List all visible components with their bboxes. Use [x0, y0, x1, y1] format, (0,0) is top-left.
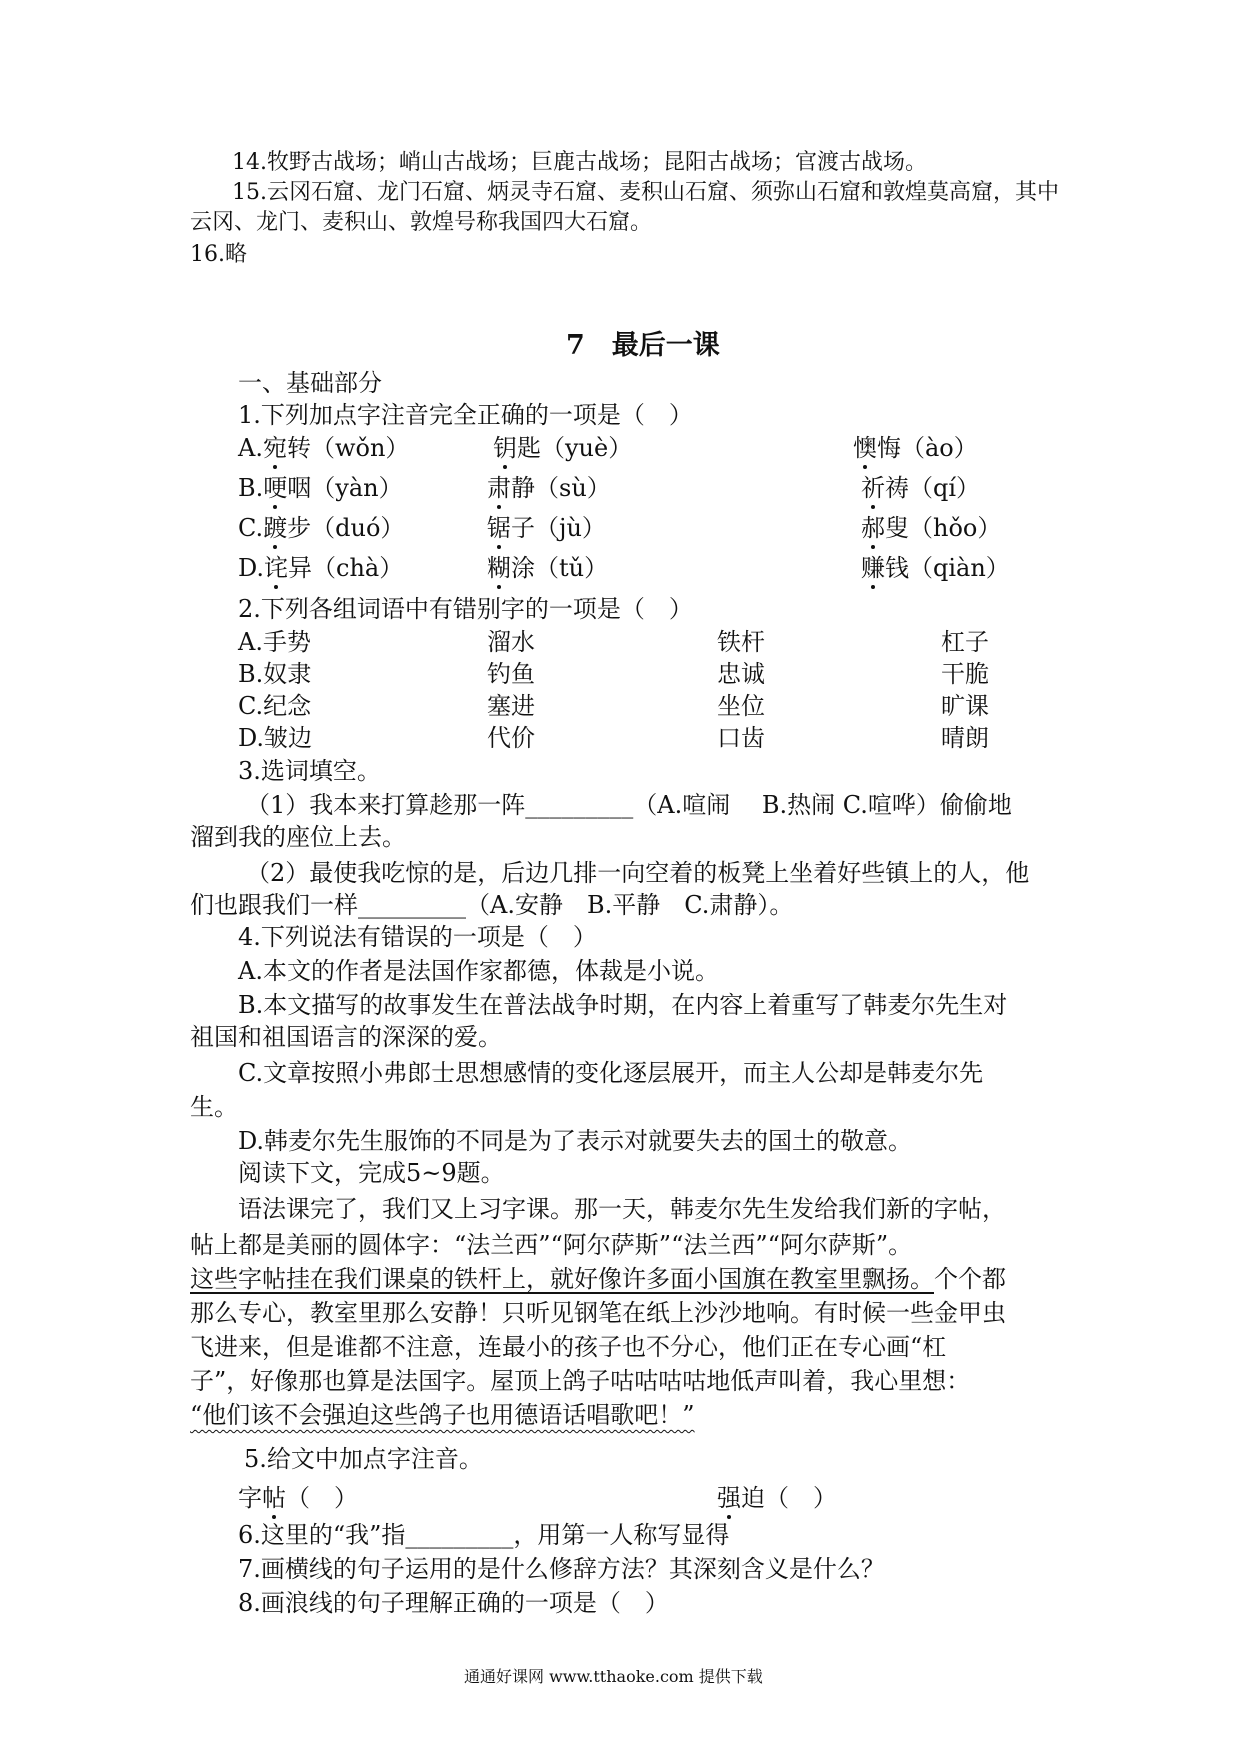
question-7-stem: 7.画横线的句子运用的是什么修辞方法？其深刻含义是什么？ [238, 1555, 885, 1583]
q1-option-b-word3: 祈祷（qí） [861, 474, 981, 502]
passage-line-4: 那么专心，教室里那么安静！只听见钢笔在纸上沙沙地响。有时候一些金甲虫 [190, 1299, 1006, 1327]
question-6-stem: 6.这里的“我”指_________，用第一人称写显得 [238, 1521, 730, 1549]
q2-option-c-word4: 旷课 [941, 692, 989, 720]
answer-14: 14.牧野古战场；峭山古战场；巨鹿古战场；昆阳古战场；官渡古战场。 [232, 150, 927, 175]
q2-option-a-word4: 杠子 [941, 628, 989, 656]
answer-15-line1: 15.云冈石窟、龙门石窟、炳灵寺石窟、麦积山石窟、须弥山石窟和敦煌莫高窟，其中 [232, 180, 1059, 205]
q2-option-b-word4: 干脆 [941, 660, 989, 688]
passage-line-5: 飞进来，但是谁都不注意，连最小的孩子也不分心，他们正在专心画“杠 [190, 1333, 947, 1361]
q2-option-a-word3: 铁杆 [717, 628, 765, 656]
q2-option-d-word4: 晴朗 [941, 724, 989, 752]
question-1-stem: 1.下列加点字注音完全正确的一项是（ ） [238, 401, 693, 429]
q5-word-2: 强迫（ ） [717, 1484, 837, 1512]
q1-option-d-word1: D.诧异（chà） [238, 554, 404, 582]
q1-option-c-word1: C.踱步（duó） [238, 514, 405, 542]
question-4-stem: 4.下列说法有错误的一项是（ ） [238, 923, 597, 951]
q4-option-d: D.韩麦尔先生服饰的不同是为了表示对就要失去的国土的敬意。 [238, 1127, 913, 1155]
q2-option-a-word1: A.手势 [238, 628, 311, 656]
q1-option-b-word1: B.哽咽（yàn） [238, 474, 403, 502]
question-3-stem: 3.选词填空。 [238, 757, 381, 785]
q2-option-d-word3: 口齿 [717, 724, 765, 752]
q4-option-b-line1: B.本文描写的故事发生在普法战争时期，在内容上着重写了韩麦尔先生对 [238, 991, 1008, 1019]
q2-option-c-word1: C.纪念 [238, 692, 312, 720]
q4-option-c-line2: 生。 [190, 1093, 238, 1121]
underlined-sentence: 这些字帖挂在我们课桌的铁杆上，就好像许多面小国旗在教室里飘扬。 [190, 1265, 934, 1293]
q1-option-d-word3: 赚钱（qiàn） [861, 554, 1010, 582]
q3-part2-line2: 们也跟我们一样_________（A.安静 B.平静 C.肃静）。 [190, 891, 794, 919]
q1-option-c-word2: 锯子（jù） [487, 514, 606, 542]
footer-credit: 通通好课网 www.tthaoke.com 提供下载 [464, 1667, 763, 1686]
passage-line-3: 这些字帖挂在我们课桌的铁杆上，就好像许多面小国旗在教室里飘扬。个个都 [190, 1265, 1006, 1293]
q2-option-b-word1: B.奴隶 [238, 660, 312, 688]
q2-option-b-word2: 钓鱼 [487, 660, 535, 688]
question-8-stem: 8.画浪线的句子理解正确的一项是（ ） [238, 1589, 669, 1617]
reading-intro: 阅读下文，完成5~9题。 [238, 1159, 505, 1187]
passage-line-7 [190, 1400, 695, 1430]
q2-option-d-word1: D.皱边 [238, 724, 313, 752]
q2-option-a-word2: 溜水 [487, 628, 535, 656]
section-heading: 一、基础部分 [238, 369, 382, 397]
passage-line-2: 帖上都是美丽的圆体字：“法兰西”“阿尔萨斯”“法兰西”“阿尔萨斯”。 [190, 1231, 913, 1259]
answer-15-line2: 云冈、龙门、麦积山、敦煌号称我国四大石窟。 [190, 210, 653, 235]
passage-line-1: 语法课完了，我们又上习字课。那一天，韩麦尔先生发给我们新的字帖， [238, 1195, 1006, 1223]
question-2-stem: 2.下列各组词语中有错别字的一项是（ ） [238, 595, 693, 623]
q4-option-a: A.本文的作者是法国作家都德，体裁是小说。 [238, 957, 719, 985]
lesson-title: 7 最后一课 [566, 330, 720, 361]
question-5-stem: 5.给文中加点字注音。 [244, 1445, 483, 1473]
q1-option-b-word2: 肃静（sù） [487, 474, 611, 502]
passage-line-6: 子”，好像那也算是法国字。屋顶上鸽子咕咕咕咕地低声叫着，我心里想： [190, 1367, 971, 1395]
q2-option-b-word3: 忠诚 [717, 660, 765, 688]
q1-option-a-word2: 钥匙（yuè） [493, 434, 633, 462]
q1-option-a-word3: 懊悔（ào） [853, 434, 978, 462]
q2-option-d-word2: 代价 [487, 724, 535, 752]
q3-part1-line1: （1）我本来打算趁那一阵_________（A.喧闹 B.热闹 C.喧哗）偷偷地 [246, 791, 1012, 819]
q2-option-c-word3: 坐位 [717, 692, 765, 720]
q4-option-b-line2: 祖国和祖国语言的深深的爱。 [190, 1023, 502, 1051]
q4-option-c-line1: C.文章按照小弗郎士思想感情的变化逐层展开，而主人公却是韩麦尔先 [238, 1059, 984, 1087]
q2-option-c-word2: 塞进 [487, 692, 535, 720]
q3-part2-line1: （2）最使我吃惊的是，后边几排一向空着的板凳上坐着好些镇上的人，他 [246, 859, 1030, 887]
answer-16: 16.略 [190, 242, 247, 267]
q5-word-1: 字帖（ ） [238, 1484, 358, 1512]
wavy-underlined-sentence: “他们该不会强迫这些鸽子也用德语话唱歌吧！” [190, 1401, 695, 1429]
q3-part1-line2: 溜到我的座位上去。 [190, 823, 406, 851]
q1-option-a-word1: A.宛转（wǒn） [238, 434, 410, 462]
q1-option-d-word2: 糊涂（tǔ） [487, 554, 609, 582]
q1-option-c-word3: 郝叟（hǒo） [861, 514, 1002, 542]
